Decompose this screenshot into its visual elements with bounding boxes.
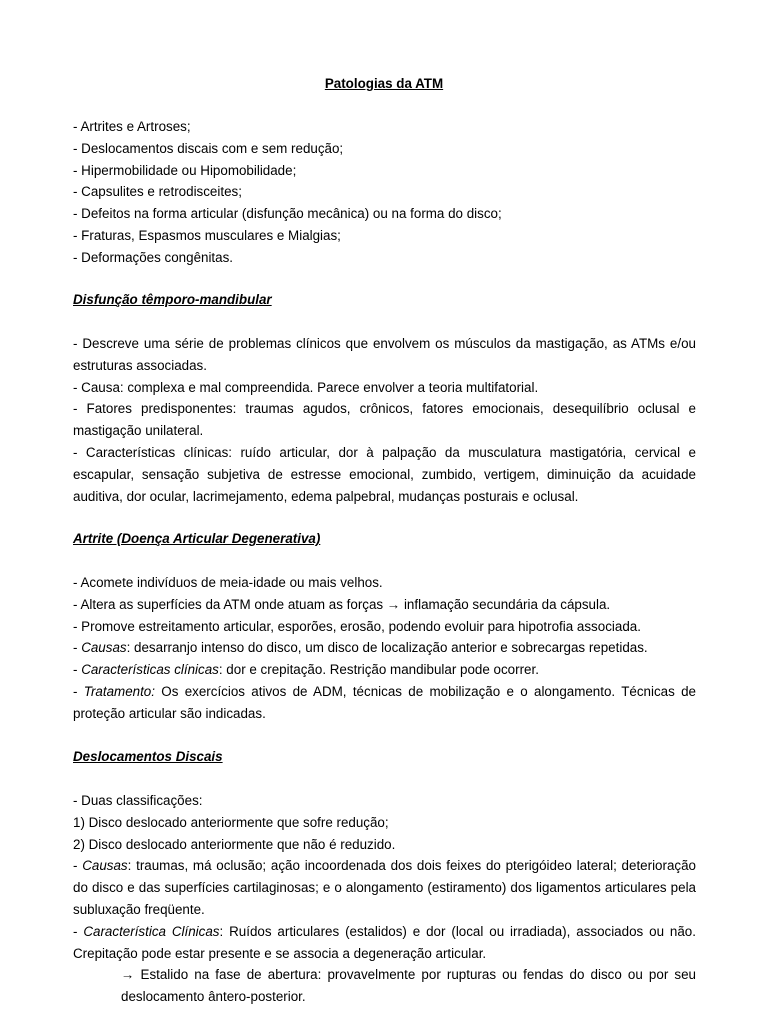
text: - Altera as superfícies da ATM onde atuam as forças bbox=[73, 596, 387, 612]
paragraph bbox=[73, 659, 696, 681]
text: : desarranjo intenso do disco, um disco de localização anterior e sobrecargas repetidas. bbox=[126, 640, 648, 656]
list-item: - Fraturas, Espasmos musculares e Mialgias; bbox=[73, 227, 341, 243]
paragraph bbox=[73, 637, 696, 659]
label: Características clínicas bbox=[81, 662, 219, 678]
list-item: - Artrites e Artroses; bbox=[73, 119, 191, 134]
section-deslocamentos bbox=[73, 790, 696, 1008]
text: - bbox=[73, 640, 82, 656]
paragraph: - Causa: complexa e mal compreendida. Parece envolver a teoria multifatorial. bbox=[73, 379, 539, 395]
paragraph bbox=[73, 681, 696, 725]
paragraph: - Acomete indivíduos de meia-idade ou mais velhos. bbox=[73, 575, 383, 590]
paragraph bbox=[73, 964, 696, 1008]
text: - bbox=[73, 923, 84, 939]
section-heading: Disfunção têmporo-mandibular bbox=[73, 292, 272, 307]
list-item: - Capsulites e retrodisceites; bbox=[73, 184, 242, 200]
list-item: - Deformações congênitas. bbox=[73, 249, 234, 265]
label: Causas bbox=[82, 858, 128, 874]
section-heading-deslocamentos bbox=[73, 746, 696, 768]
arrow-right-icon: → bbox=[386, 596, 401, 612]
text: - bbox=[73, 858, 83, 874]
label: Característica Clínicas bbox=[83, 923, 220, 939]
paragraph bbox=[73, 594, 696, 616]
section-heading: Artrite (Doença Articular Degenerativa) bbox=[73, 531, 321, 546]
paragraph: - Duas classificações: bbox=[73, 793, 203, 808]
text: Os exercícios ativos de ADM, técnicas de mobilização e o alongamento. Técnicas de proteção articular são indicadas. bbox=[73, 683, 696, 721]
section-artrite bbox=[73, 572, 696, 725]
list-item: - Defeitos na forma articular (disfunção mecânica) ou na forma do disco; bbox=[73, 206, 502, 222]
text: - bbox=[73, 662, 82, 678]
section-heading: Deslocamentos Discais bbox=[73, 749, 223, 764]
page-title: Patologias da ATM bbox=[324, 76, 444, 91]
text: - bbox=[73, 683, 84, 699]
paragraph bbox=[73, 921, 696, 965]
paragraph: - Características clínicas: ruído articular, dor à palpação da musculatura mastigatória, cervical e escapular, sensação subjetiva de estresse emocional, zumbido, vertigem, diminuição da acuidade auditiva, dor ocular, lacrimejamento, edema palpebral, mudanças posturais e oclusal. bbox=[73, 444, 696, 504]
paragraph: 1) Disco deslocado anteriormente que sofre redução; bbox=[73, 814, 389, 830]
list-item: - Hipermobilidade ou Hipomobilidade; bbox=[73, 162, 297, 178]
label: Tratamento: bbox=[83, 683, 155, 699]
paragraph: - Descreve uma série de problemas clínicos que envolvem os músculos da mastigação, as ATMs e/ou estruturas associadas. bbox=[73, 336, 696, 373]
text: Estalido na fase de abertura: provavelmente por rupturas ou fendas do disco ou por seu deslocamento ântero-posterior. bbox=[121, 967, 696, 1005]
paragraph bbox=[73, 855, 696, 920]
list-item: - Deslocamentos discais com e sem redução; bbox=[73, 140, 344, 156]
label: Causas bbox=[81, 640, 127, 656]
arrow-right-icon: → bbox=[121, 967, 135, 983]
paragraph: - Fatores predisponentes: traumas agudos, crônicos, fatores emocionais, desequilíbrio oclusal e mastigação unilateral. bbox=[73, 401, 696, 439]
text: : Ruídos articulares (estalidos) e dor (local ou irradiada), associados ou não. Crepitação pode estar presente e se associa a degeneração articular. bbox=[73, 923, 696, 961]
intro-list bbox=[73, 116, 696, 269]
paragraph: - Promove estreitamento articular, esporões, erosão, podendo evoluir para hipotrofia associada. bbox=[73, 618, 641, 634]
text: : traumas, má oclusão; ação incoordenada dos dois feixes do pterigóideo lateral; deterioração do disco e das superfícies cartilaginosas; e o alongamento (estiramento) dos ligamentos articulares pela subluxação freqüente. bbox=[73, 858, 697, 917]
text: inflamação secundária da cápsula. bbox=[400, 596, 611, 612]
section-dtm bbox=[73, 333, 696, 507]
paragraph: 2) Disco deslocado anteriormente que não é reduzido. bbox=[73, 836, 396, 852]
text: : dor e crepitação. Restrição mandibular pode ocorrer. bbox=[218, 662, 539, 678]
section-heading-artrite bbox=[73, 528, 696, 550]
section-heading-dtm bbox=[73, 289, 696, 311]
